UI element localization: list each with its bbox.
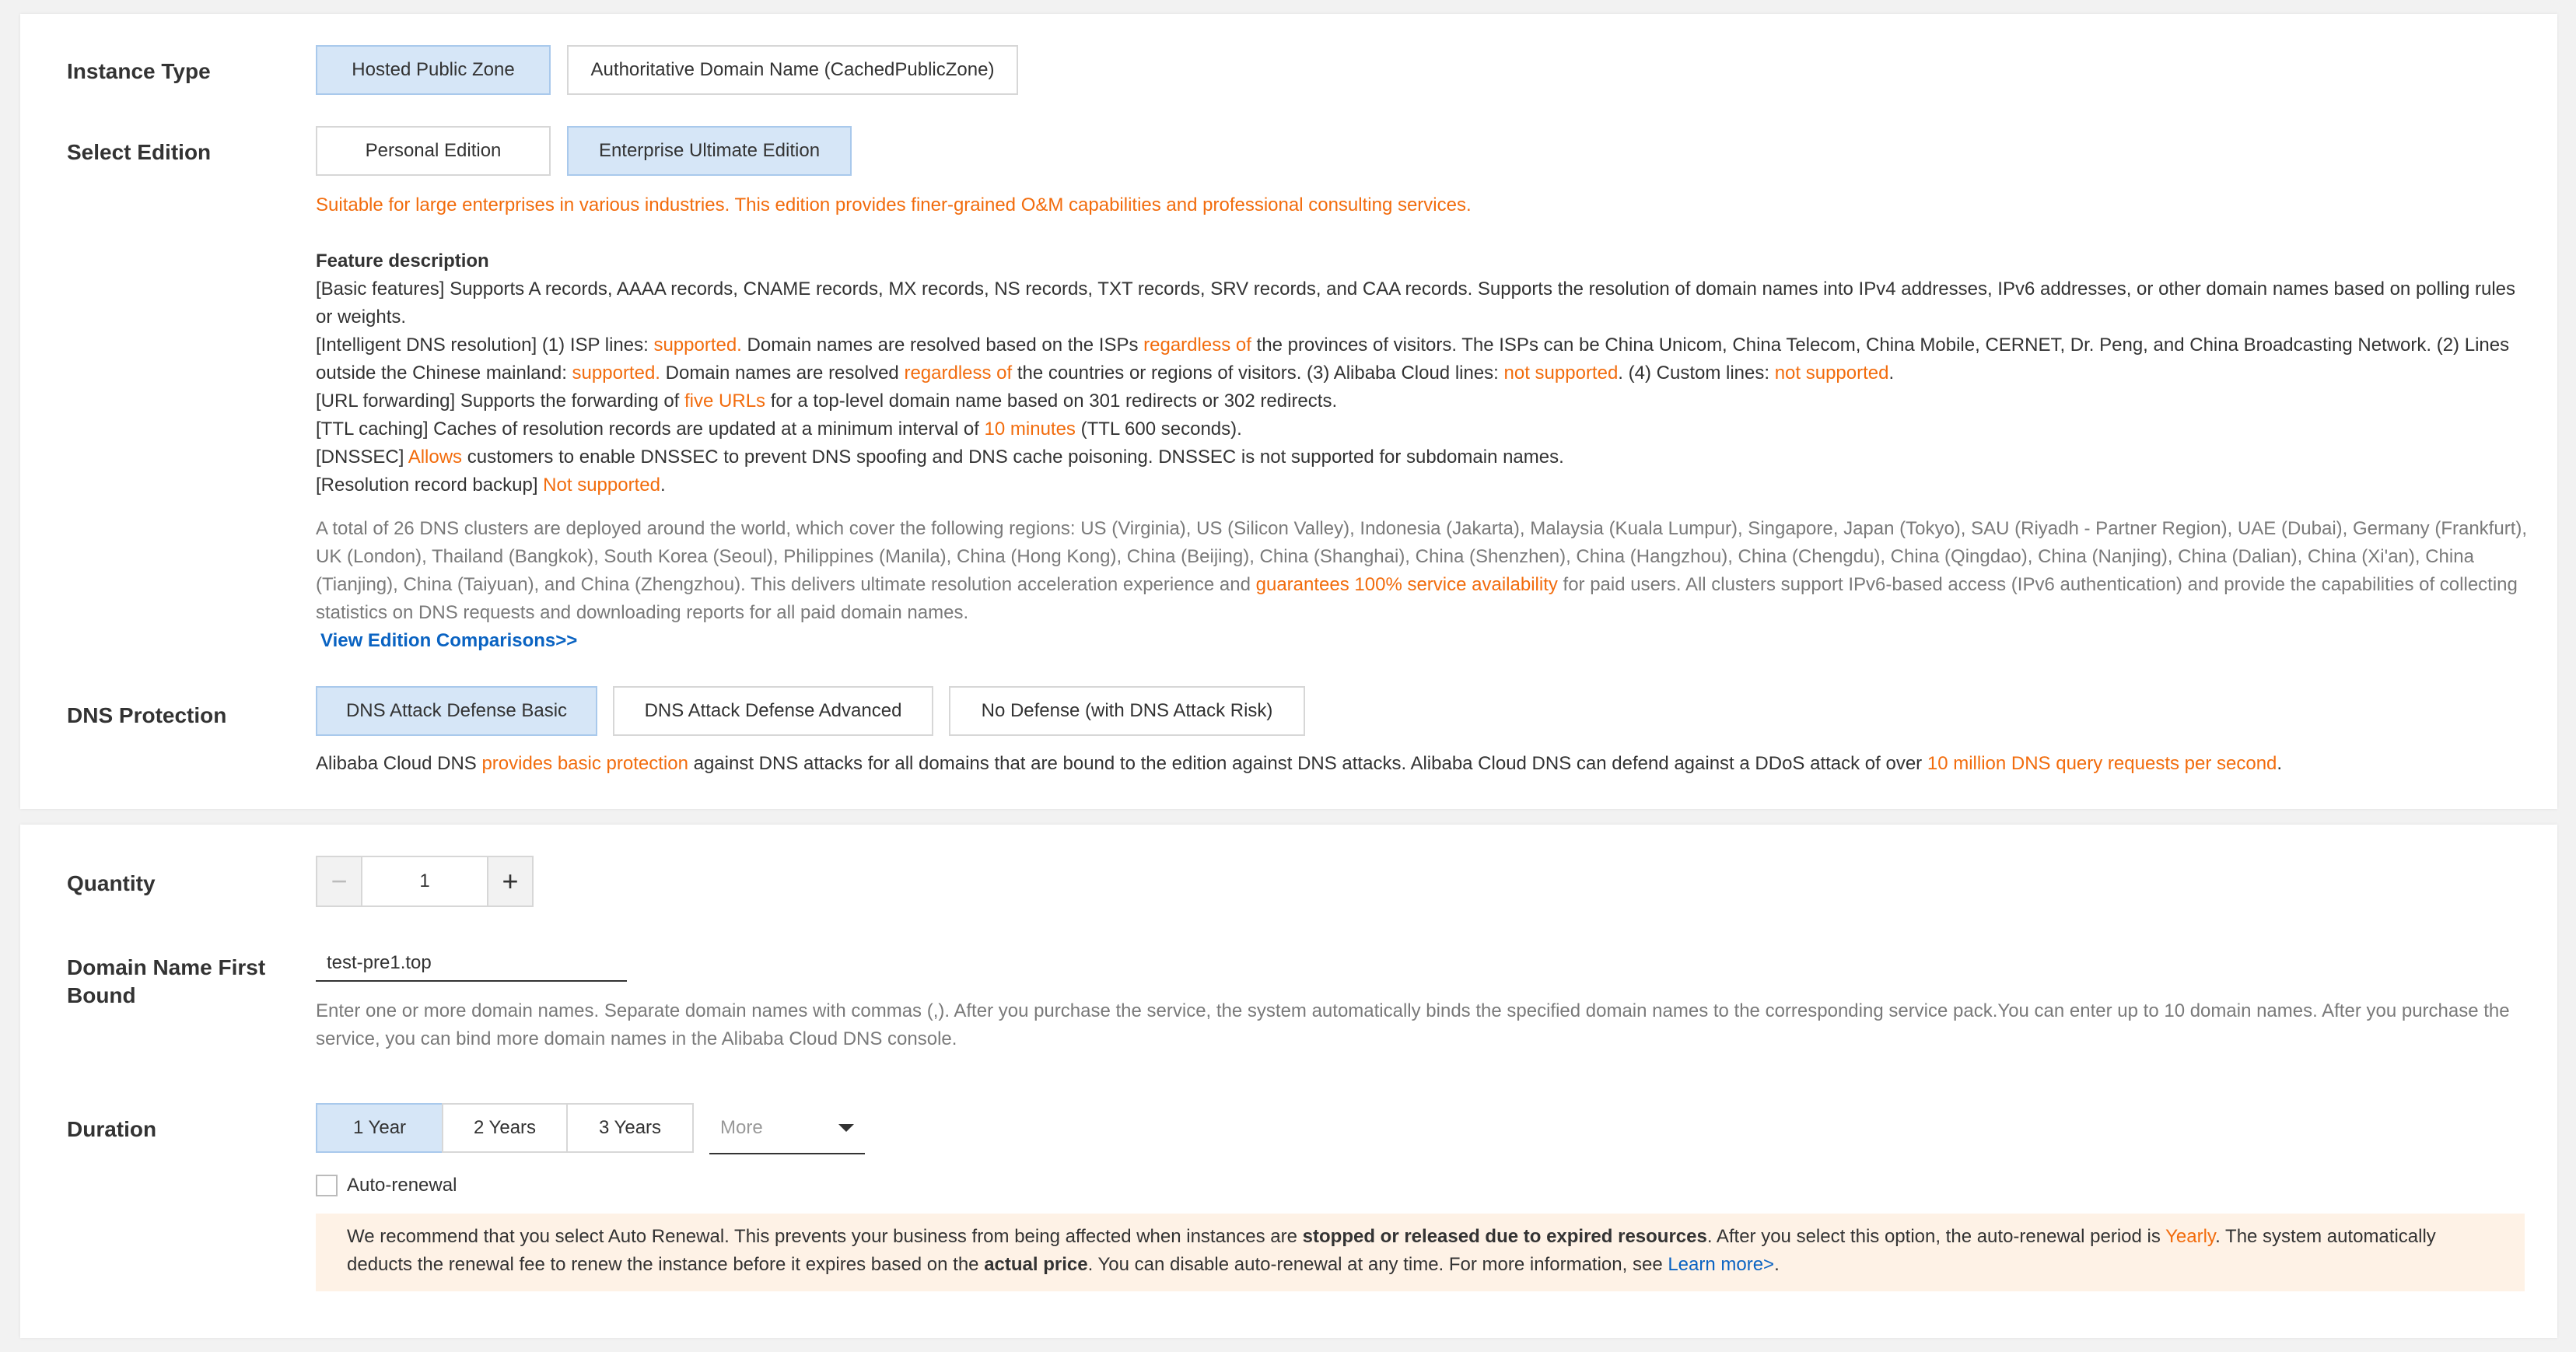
option-enterprise-ultimate-edition[interactable]: Enterprise Ultimate Edition (567, 126, 852, 176)
instance-type-label: Instance Type (67, 59, 211, 83)
domain-help-text: Enter one or more domain names. Separate domain names with commas (,). After you purchase the service, the system automatically binds the specified domain names to the corresponding service pack.You can enter up to 10 domain names. After you purchase the service, you can bind more domain names in the Alibaba Cloud DNS console. (316, 1000, 2510, 1049)
feature-basic: [Basic features] Supports A records, AAAA records, CNAME records, MX records, NS records, TXT records, SRV records, and CAA records. Supports the resolution of domain names into IPv4 addresses, IPv6 addresses, or other domain names based on polling rules or weights. (316, 278, 2516, 327)
select-edition-label: Select Edition (67, 140, 212, 164)
dns-protection-desc: Alibaba Cloud DNS provides basic protection against DNS attacks for all domains that are bound to the edition against DNS attacks. Alibaba Cloud DNS can defend against a DDoS attack of over 10 million DNS query requests per second. (316, 753, 2283, 774)
option-duration-1-year[interactable]: 1 Year (316, 1103, 443, 1153)
duration-more-dropdown[interactable] (709, 1103, 865, 1154)
feature-title: Feature description (316, 250, 489, 271)
learn-more-link[interactable]: Learn more> (1668, 1254, 1775, 1275)
edition-panel (20, 14, 2557, 809)
auto-renewal-row (316, 1175, 457, 1196)
option-duration-2-years[interactable]: 2 Years (442, 1103, 568, 1153)
quantity-stepper (316, 856, 534, 907)
duration-label: Duration (67, 1117, 157, 1141)
feature-description (316, 247, 2532, 499)
option-no-defense[interactable]: No Defense (with DNS Attack Risk) (949, 686, 1305, 736)
compare-link-row (320, 627, 2537, 655)
domain-name-input[interactable] (316, 946, 627, 982)
option-cached-public-zone[interactable]: Authoritative Domain Name (CachedPublicZone) (567, 45, 1018, 95)
auto-renewal-checkbox[interactable] (316, 1175, 338, 1196)
clusters-description: A total of 26 DNS clusters are deployed around the world, which cover the following regions: US (Virginia), US (Silicon Valley), Indonesia (Jakarta), Malaysia (Kuala Lumpur), Singapore, Japan (Tokyo), SAU (Riyadh - Partner Region), UAE (Dubai), Germany (Frankfurt), UK (London), Thailand (Bangkok), South Korea (Seoul), Philippines (Manila), China (Hong Kong), China (Beijing), China (Shanghai), China (Shenzhen), China (Hangzhou), China (Chengdu), China (Qingdao), China (Nanjing), China (Dalian), China (Xi'an), China (Tianjing), China (Taiyuan), and China (Zhengzhou). This delivers ultimate resolution acceleration experience and guarantees 100% service availability for paid users. All clusters support IPv6-based access (IPv6 authentication) and provide the capabilities of collecting statistics on DNS requests and downloading reports for all paid domain names. (316, 518, 2528, 623)
more-select-value: More (720, 1117, 763, 1138)
option-duration-3-years[interactable]: 3 Years (566, 1103, 694, 1153)
quantity-decrement-button[interactable]: − (317, 857, 362, 905)
option-hosted-public-zone[interactable]: Hosted Public Zone (316, 45, 551, 95)
edition-summary: Suitable for large enterprises in various industries. This edition provides finer-grained O&M capabilities and professional consulting services. (316, 194, 1472, 215)
feature-ttl-caching: [TTL caching] Caches of resolution records are updated at a minimum interval of 10 minutes (TTL 600 seconds). (316, 419, 1242, 440)
domain-name-label: Domain Name First Bound (67, 955, 266, 1007)
auto-renewal-label[interactable]: Auto-renewal (347, 1175, 457, 1196)
feature-dnssec: [DNSSEC] Allows customers to enable DNSSEC to prevent DNS spoofing and DNS cache poisoning. DNSSEC is not supported for subdomain names. (316, 447, 1564, 468)
quantity-label: Quantity (67, 871, 156, 895)
feature-record-backup: [Resolution record backup] Not supported. (316, 475, 666, 496)
option-dns-defense-basic[interactable]: DNS Attack Defense Basic (316, 686, 597, 736)
purchase-panel (20, 825, 2557, 1338)
auto-renewal-notice: We recommend that you select Auto Renewal. This prevents your business from being affected when instances are stopped or released due to expired resources. After you select this option, the auto-renewal period is Yearly. The system automatically deducts the renewal fee to renew the instance before it expires based on the actual price. You can disable auto-renewal at any time. For more information, see Learn more>. (316, 1214, 2525, 1291)
feature-intelligent-dns: [Intelligent DNS resolution] (1) ISP lines: supported. Domain names are resolved based on the ISPs regardless of the provinces of visitors. The ISPs can be China Unicom, China Telecom, China Mobile, CERNET, Dr. Peng, and China Broadcasting Network. (2) Lines outside the Chinese mainland: supported. Domain names are resolved regardless of the countries or regions of visitors. (3) Alibaba Cloud lines: not supported. (4) Custom lines: not supported. (316, 334, 2510, 384)
option-dns-defense-advanced[interactable]: DNS Attack Defense Advanced (613, 686, 933, 736)
view-edition-comparisons-link[interactable]: View Edition Comparisons>> (320, 630, 578, 651)
quantity-value[interactable]: 1 (419, 870, 430, 891)
dns-protection-label: DNS Protection (67, 703, 227, 727)
feature-url-forwarding: [URL forwarding] Supports the forwarding of five URLs for a top-level domain name based on 301 redirects or 302 redirects. (316, 391, 1338, 412)
option-personal-edition[interactable]: Personal Edition (316, 126, 551, 176)
chevron-down-icon (838, 1124, 854, 1132)
quantity-increment-button[interactable]: + (487, 857, 532, 905)
